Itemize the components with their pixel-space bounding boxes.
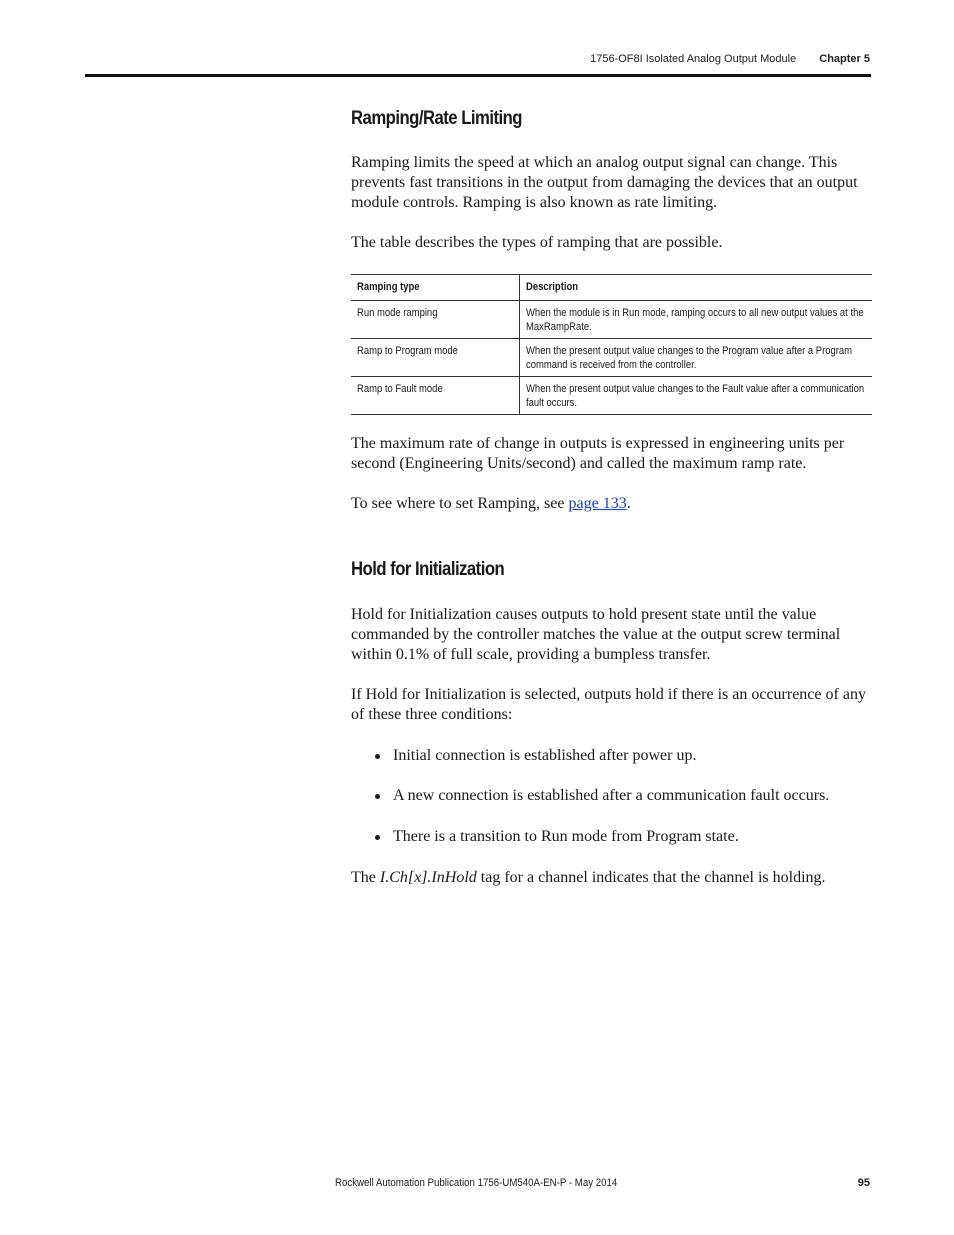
hold-paragraph-3: [351, 868, 871, 888]
table-cell: Ramp to Fault mode: [351, 377, 520, 415]
header-rule: [85, 74, 871, 77]
list-item-text: Initial connection is established after power up.: [393, 747, 697, 764]
para-text: To see where to set Ramping, see: [351, 495, 569, 512]
bullet-icon: [375, 835, 380, 840]
ramping-paragraph-1: Ramping limits the speed at which an analog output signal can change. This prevents fast transitions in the output from damaging the devices that an output module controls. Ramping is also known as rate limiting.: [351, 154, 858, 211]
table-cell: When the present output value changes to the Fault value after a communication fault occurs.: [520, 377, 873, 415]
table-cell: When the module is in Run mode, ramping occurs to all new output values at the MaxRampRate.: [520, 301, 873, 339]
page-number: 95: [857, 1177, 870, 1189]
table-row: [351, 339, 872, 377]
running-header: [590, 53, 870, 65]
ramping-paragraph-3: The maximum rate of change in outputs is expressed in engineering units per second (Engineering Units/second) and called the maximum ramp rate.: [351, 435, 845, 472]
list-item: [351, 827, 871, 847]
table-cell: When the present output value changes to the Program value after a Program command is received from the controller.: [520, 339, 873, 377]
para-text: The: [351, 869, 380, 886]
table-cell: Ramp to Program mode: [351, 339, 520, 377]
para-text: tag for a channel indicates that the channel is holding.: [476, 869, 826, 886]
bullet-icon: [375, 794, 380, 799]
table-row: [351, 301, 872, 339]
list-item-text: There is a transition to Run mode from Program state.: [393, 828, 739, 845]
list-item: [351, 746, 871, 766]
section-heading-hold: Hold for Initialization: [351, 559, 505, 580]
para-text: .: [626, 495, 631, 512]
table-row: [351, 377, 872, 415]
ramping-paragraph-2: The table describes the types of ramping that are possible.: [351, 234, 723, 251]
list-item-text: A new connection is established after a communication fault occurs.: [393, 787, 830, 804]
header-title: 1756-OF8I Isolated Analog Output Module: [590, 53, 797, 65]
conditions-list: [351, 746, 871, 847]
ramping-table: [351, 274, 872, 415]
tag-name: I.Ch[x].InHold: [379, 869, 477, 886]
publication-info: Rockwell Automation Publication 1756-UM540A-EN-P - May 2014: [335, 1177, 618, 1189]
ramping-paragraph-4: [351, 494, 871, 514]
table-header-row: [351, 275, 872, 301]
list-item: [351, 786, 871, 806]
bullet-icon: [375, 754, 380, 759]
page-content: [351, 100, 871, 888]
table-cell: Run mode ramping: [351, 301, 520, 339]
header-chapter: Chapter 5: [819, 53, 870, 65]
table-header-cell: Ramping type: [351, 275, 520, 301]
hold-paragraph-2: If Hold for Initialization is selected, outputs hold if there is an occurrence of any of these three conditions:: [351, 686, 866, 723]
section-heading-ramping: Ramping/Rate Limiting: [351, 108, 522, 129]
page-133-link[interactable]: page 133: [568, 495, 627, 512]
table-header-cell: Description: [520, 275, 873, 301]
hold-paragraph-1: Hold for Initialization causes outputs to hold present state until the value commanded by the controller matches the value at the output screw terminal within 0.1% of full scale, providing a bumpless transfer.: [351, 606, 841, 663]
